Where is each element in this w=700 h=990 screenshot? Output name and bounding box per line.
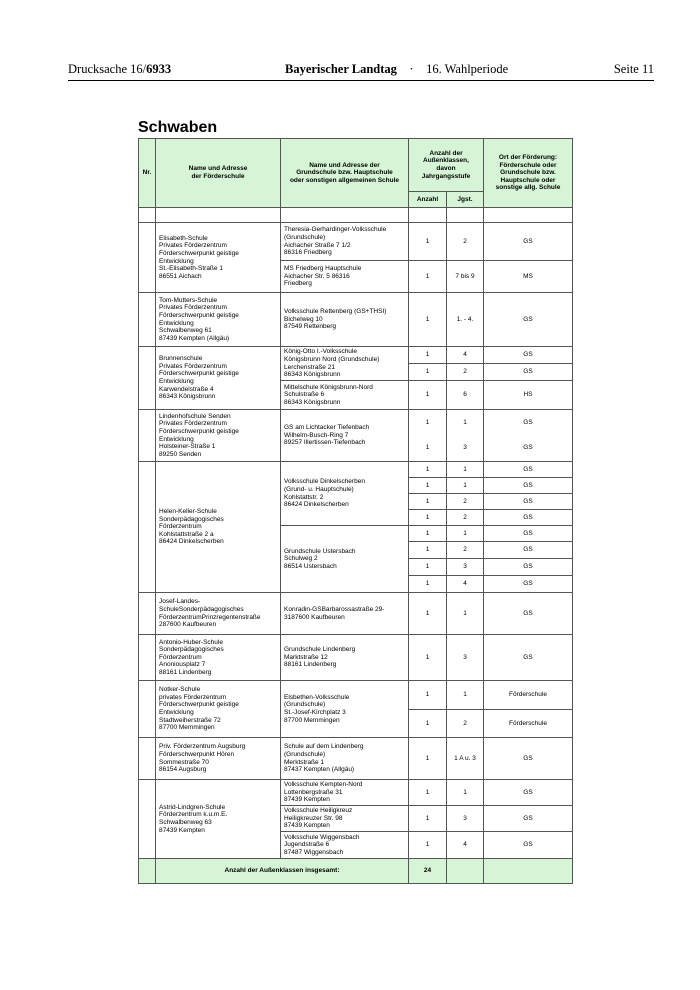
schule-cell: Volksschule Wiggensbach Jugendstraße 6 87487 Wiggensbach bbox=[281, 832, 409, 859]
ort-cell: GS bbox=[484, 559, 573, 576]
schule-cell: GS am Lichtacker Tiefenbach Wilhelm-Busch-Ring 7 89257 Illertissen-Tiefenbach bbox=[281, 410, 409, 462]
jgst-cell: 1 bbox=[447, 780, 484, 806]
ort-cell: GS bbox=[484, 576, 573, 593]
foerderschule-cell: Priv. Förderzentrum Augsburg Förderschwerpunkt Hören Sommestraße 70 86154 Augsburg bbox=[156, 738, 281, 780]
jgst-cell: 3 bbox=[447, 635, 484, 681]
schule-cell: Mittelschule Königsbrunn-Nord Schulstraße 6 86343 Königsbrunn bbox=[281, 381, 409, 410]
foerderschule-cell: Antonio-Huber-Schule Sonderpädagogisches Förderzentrum Anoniousplatz 7 88161 Lindenberg bbox=[156, 635, 281, 681]
schule-cell: Theresia-Gerhardinger-Volksschule (Grundschule) Aichacher Straße 7 1/2 86316 Friedberg bbox=[281, 223, 409, 261]
anzahl-cell: 1 bbox=[409, 738, 447, 780]
ort-cell: GS bbox=[484, 223, 573, 261]
col-header-anzahl-group: Anzahl der Außenklassen, davon Jahrgangsstufe bbox=[409, 139, 484, 192]
ort-cell: GS bbox=[484, 462, 573, 478]
anzahl-cell: 1 bbox=[409, 293, 447, 347]
ort-cell: GS bbox=[484, 526, 573, 542]
anzahl-cell: 1 bbox=[409, 593, 447, 635]
schule-cell: Schule auf dem Lindenberg (Grundschule) Merktstraße 1 87437 Kempten (Allgäu) bbox=[281, 738, 409, 780]
jgst-cell: 4 bbox=[447, 832, 484, 859]
table-row bbox=[139, 780, 573, 806]
anzahl-cell: 1 bbox=[409, 576, 447, 593]
schule-cell: Elsbethen-Volksschule (Grundschule) St.-Josef-Kirchplatz 3 87700 Memmingen bbox=[281, 681, 409, 738]
schule-cell: Grundschule Lindenberg Marktstraße 12 88161 Lindenberg bbox=[281, 635, 409, 681]
drucksache-number: Drucksache 16/6933 bbox=[68, 62, 172, 76]
ort-cell: GS bbox=[484, 494, 573, 510]
ort-cell: GS bbox=[484, 635, 573, 681]
jgst-cell: 1 bbox=[447, 410, 484, 436]
table-row bbox=[139, 635, 573, 681]
col-header-schule: Name und Adresse der Grundschule bzw. Hauptschule oder sonstigen allgemeinen Schule bbox=[281, 139, 409, 208]
total-row bbox=[139, 859, 573, 884]
ort-cell: GS bbox=[484, 410, 573, 436]
running-header bbox=[68, 62, 654, 78]
foerderschule-cell: Josef-Landes- SchuleSonderpädagogisches FörderzentrumPrinzregentenstraße 287600 Kaufbeuren bbox=[156, 593, 281, 635]
schule-cell: König-Otto I.-Volksschule Königsbrunn Nord (Grundschule) Lerchenstraße 21 86343 Königsbrunn bbox=[281, 347, 409, 381]
jgst-cell: 1. - 4. bbox=[447, 293, 484, 347]
jgst-cell: 1 bbox=[447, 681, 484, 710]
jgst-cell: 4 bbox=[447, 347, 484, 364]
anzahl-cell: 1 bbox=[409, 559, 447, 576]
schule-cell: Volksschule Dinkelscherben (Grund- u. Hauptschule) Kohlstattstr. 2 86424 Dinkelscherben bbox=[281, 462, 409, 526]
jgst-cell: 7 bis 9 bbox=[447, 261, 484, 293]
ort-cell: Förderschule bbox=[484, 710, 573, 738]
col-header-nr: Nr. bbox=[139, 139, 156, 208]
ort-cell: GS bbox=[484, 832, 573, 859]
schule-cell: Grundschule Ustersbach Schulweg 2 86514 Ustersbach bbox=[281, 526, 409, 593]
section-title: Schwaben bbox=[138, 119, 218, 136]
total-value: 24 bbox=[409, 859, 447, 884]
ort-cell: GS bbox=[484, 780, 573, 806]
jgst-cell: 3 bbox=[447, 559, 484, 576]
anzahl-cell: 1 bbox=[409, 462, 447, 478]
anzahl-cell: 1 bbox=[409, 526, 447, 542]
ort-cell: HS bbox=[484, 381, 573, 410]
jgst-cell: 1 A u. 3 bbox=[447, 738, 484, 780]
anzahl-cell: 1 bbox=[409, 223, 447, 261]
anzahl-cell: 1 bbox=[409, 806, 447, 832]
col-header-anzahl: Anzahl bbox=[409, 192, 447, 208]
table-row bbox=[139, 293, 573, 347]
page-number: Seite 11 bbox=[613, 62, 654, 76]
ort-cell: GS bbox=[484, 738, 573, 780]
schule-cell: MS Friedberg Hauptschule Aichacher Str. 5 86316 Friedberg bbox=[281, 261, 409, 293]
jgst-cell: 4 bbox=[447, 576, 484, 593]
jgst-cell: 2 bbox=[447, 710, 484, 738]
anzahl-cell: 1 bbox=[409, 381, 447, 410]
foerderschule-cell: Helen-Keller-Schule Sonderpädagogisches Förderzentrum Kohlstattstraße 2 a 86424 Dinkelscherben bbox=[156, 462, 281, 593]
jgst-cell: 1 bbox=[447, 593, 484, 635]
jgst-cell: 3 bbox=[447, 436, 484, 462]
jgst-cell: 1 bbox=[447, 526, 484, 542]
ort-cell: GS bbox=[484, 806, 573, 832]
ort-cell: GS bbox=[484, 293, 573, 347]
anzahl-cell: 1 bbox=[409, 410, 447, 436]
anzahl-cell: 1 bbox=[409, 347, 447, 364]
table-row bbox=[139, 347, 573, 364]
foerderschule-cell: Astrid-Lindgren-Schule Förderzentrum k.u.m.E. Schwalbenweg 63 87439 Kempten bbox=[156, 780, 281, 859]
jgst-cell: 1 bbox=[447, 462, 484, 478]
header-rule bbox=[68, 80, 654, 81]
ort-cell: GS bbox=[484, 510, 573, 526]
foerderschule-cell: Lindenhofschule Senden Privates Förderzentrum Förderschwerpunkt geistige Entwicklung Holsteiner-Straße 1 89250 Senden bbox=[156, 410, 281, 462]
anzahl-cell: 1 bbox=[409, 494, 447, 510]
jgst-cell: 2 bbox=[447, 223, 484, 261]
ort-cell: GS bbox=[484, 364, 573, 381]
anzahl-cell: 1 bbox=[409, 681, 447, 710]
schule-cell: Volksschule Kempten-Nord Lottenbergstraße 31 87439 Kempten bbox=[281, 780, 409, 806]
ort-cell: GS bbox=[484, 542, 573, 559]
jgst-cell: 3 bbox=[447, 806, 484, 832]
anzahl-cell: 1 bbox=[409, 635, 447, 681]
jgst-cell: 6 bbox=[447, 381, 484, 410]
anzahl-cell: 1 bbox=[409, 478, 447, 494]
anzahl-cell: 1 bbox=[409, 364, 447, 381]
jgst-cell: 2 bbox=[447, 510, 484, 526]
schule-cell: Volksschule Heiligkreuz Heiligkreuzer Str. 98 87439 Kempten bbox=[281, 806, 409, 832]
ort-cell: MS bbox=[484, 261, 573, 293]
col-header-jgst: Jgst. bbox=[447, 192, 484, 208]
jgst-cell: 1 bbox=[447, 478, 484, 494]
foerderschule-cell: Brunnenschule Privates Förderzentrum Förderschwerpunkt geistige Entwicklung Karwendelstraße 4 86343 Königsbrunn bbox=[156, 347, 281, 410]
anzahl-cell: 1 bbox=[409, 710, 447, 738]
anzahl-cell: 1 bbox=[409, 832, 447, 859]
ort-cell: Förderschule bbox=[484, 681, 573, 710]
spacer-row bbox=[139, 208, 573, 223]
col-header-ort: Ort der Förderung: Förderschule oder Grundschule bzw. Hauptschule oder sonstige allg. Schule bbox=[484, 139, 573, 208]
ort-cell: GS bbox=[484, 593, 573, 635]
table-row bbox=[139, 738, 573, 780]
anzahl-cell: 1 bbox=[409, 510, 447, 526]
jgst-cell: 2 bbox=[447, 542, 484, 559]
col-header-foerderschule: Name und Adresse der Förderschule bbox=[156, 139, 281, 208]
schule-cell: Volksschule Rettenberg (GS+THSI) Bichelweg 10 87549 Rettenberg bbox=[281, 293, 409, 347]
foerderschule-cell: Tom-Mutters-Schule Privates Förderzentrum Förderschwerpunkt geistige Entwicklung Schwalbenweg 61 87439 Kempten (Allgäu) bbox=[156, 293, 281, 347]
table-row bbox=[139, 462, 573, 478]
foerderschule-cell: Elisabeth-Schule Privates Förderzentrum Förderschwerpunkt geistige Entwicklung St.-Elisabeth-Straße 1 86551 Aichach bbox=[156, 223, 281, 293]
table-row bbox=[139, 223, 573, 261]
header-center: Bayerischer Landtag · 16. Wahlperiode bbox=[285, 62, 509, 76]
ort-cell: GS bbox=[484, 436, 573, 462]
anzahl-cell: 1 bbox=[409, 780, 447, 806]
jgst-cell: 2 bbox=[447, 364, 484, 381]
foerderschule-cell: Notker-Schule privates Förderzentrum Förderschwerpunkt geistige Entwicklung Stadtweiherstraße 72 87700 Memmingen bbox=[156, 681, 281, 738]
ort-cell: GS bbox=[484, 478, 573, 494]
anzahl-cell: 1 bbox=[409, 542, 447, 559]
ort-cell: GS bbox=[484, 347, 573, 364]
total-label: Anzahl der Außenklassen insgesamt: bbox=[156, 859, 409, 884]
table-row bbox=[139, 410, 573, 436]
table-row bbox=[139, 681, 573, 710]
aussenklassen-table bbox=[138, 138, 573, 884]
anzahl-cell: 1 bbox=[409, 261, 447, 293]
table-row bbox=[139, 593, 573, 635]
jgst-cell: 2 bbox=[447, 494, 484, 510]
schule-cell: Konradin-GSBarbarossastraße 29- 3187600 Kaufbeuren bbox=[281, 593, 409, 635]
anzahl-cell: 1 bbox=[409, 436, 447, 462]
